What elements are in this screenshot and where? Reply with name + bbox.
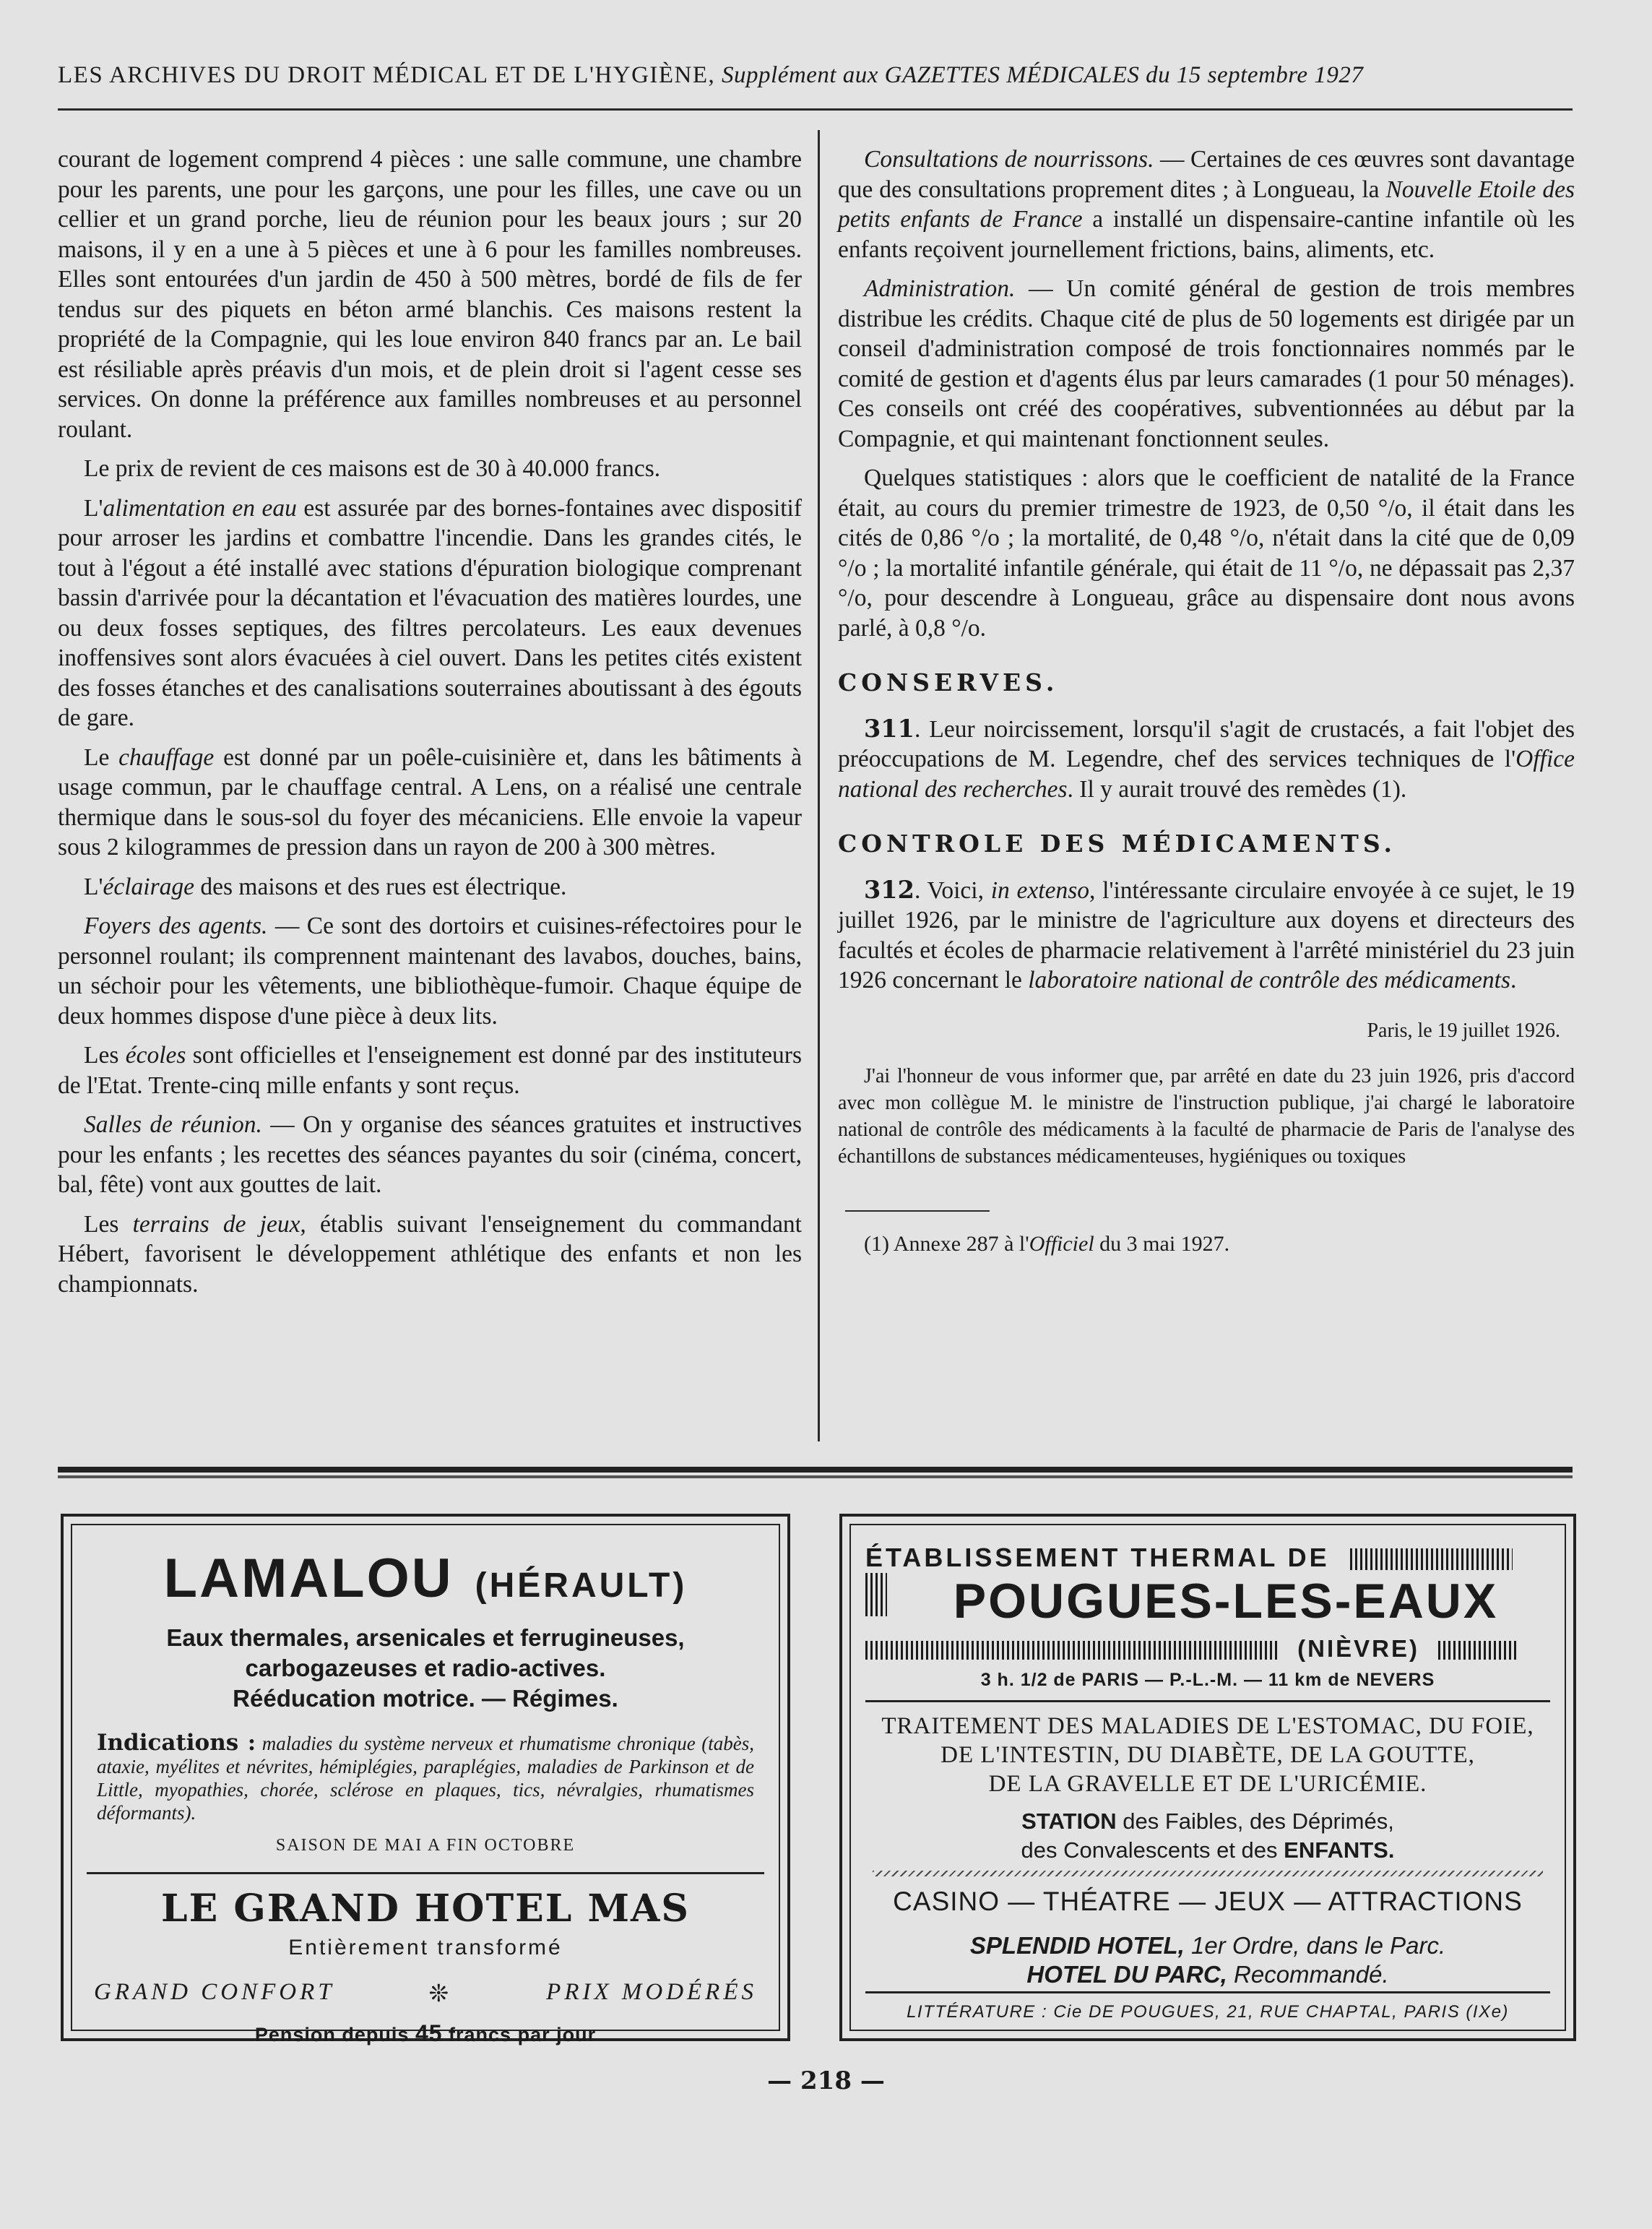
paragraph: Salles de réunion. — On y organise des séances gratuites et instructives pour les enfants ; les recettes des séances payantes du soir (cinéma, concert, bal, fête) vont aux gouttes de lait. xyxy=(58,1111,802,1198)
header-rule xyxy=(58,108,1573,111)
ad-lamalou-title: LAMALOU (HÉRAULT) xyxy=(163,1548,688,1609)
hatching-ornament xyxy=(1350,1548,1513,1570)
ad-pougues-name: POUGUES-LES-EAUX xyxy=(851,1573,1565,1629)
ad-pougues xyxy=(839,1514,1576,2041)
asterisk-ornament-icon: ❊ xyxy=(428,1981,453,2007)
journal-title: LES ARCHIVES DU DROIT MÉDICAL ET DE L'HYGIÈNE, xyxy=(58,62,716,88)
ad-frame xyxy=(849,1524,1566,2031)
paragraph: Foyers des agents. — Ce sont des dortoirs et cuisines-réfectoires pour le personnel roulant; ils comprennent maintenant des lavabos, douches, bains, un séchoir pour les vêtements, une bibliothèque-fumoir. Chaque équipe de deux hommes dispose d'une pièce à deux lits. xyxy=(58,913,802,1030)
ad-pougues-department: (NIÈVRE) xyxy=(865,1635,1550,1663)
column-rule xyxy=(818,130,820,1441)
article-number: 311 xyxy=(864,714,914,743)
section-heading-conserves: CONSERVES. xyxy=(838,668,1059,697)
ad-lamalou-comfort-row: GRAND CONFORT ❊ PRIX MODÉRÉS xyxy=(94,1979,757,2007)
footnote-rule xyxy=(845,1210,990,1212)
ad-divider xyxy=(865,1700,1550,1702)
paragraph: L'éclairage des maisons et des rues est électrique. xyxy=(84,873,567,900)
article-number: 312 xyxy=(864,875,914,904)
separator-band-thin xyxy=(58,1475,1573,1478)
ad-lamalou-description: Eaux thermales, arsenicales et ferrugineuses, carbogazeuses et radio-actives. Rééducation motrice. — Régimes. xyxy=(166,1624,685,1712)
ad-lamalou-season: SAISON DE MAI A FIN OCTOBRE xyxy=(275,1836,576,1855)
supplement-title: Supplément aux GAZETTES MÉDICALES du 15 septembre 1927 xyxy=(722,62,1364,88)
paragraph: L'alimentation en eau est assurée par des bornes-fontaines avec dispositif pour arroser les jardins et combattre l'incendie. Dans les grandes cités, le tout à l'égout a été installé avec stations d'épuration biologique comprenant bassin d'arrivée pour la décantation et l'évacuation des matières lourdes, une ou deux fosses septiques, des filtres percolateurs. Les eaux devenues inoffensives sont alors évacuées à ciel ouvert. Dans les petites cités existent des fosses étanches et des canalisations souterraines aboutissant à des égouts de gare. xyxy=(58,494,802,731)
ad-divider xyxy=(87,1872,764,1874)
footnote: (1) Annexe 287 à l'Officiel du 3 mai 1927. xyxy=(864,1231,1230,1256)
paragraph: Administration. — Un comité général de gestion de trois membres distribue les crédits. Chaque cité de plus de 50 logements est dirigée par un conseil d'administration composé de trois fonctionnaires nommés par le comité de gestion et d'agents élus par leurs camarades (1 pour 50 ménages). Ces conseils ont créé des coopératives, subventionnées au début par la Compagnie, et qui maintenant fonctionnent seules. xyxy=(838,275,1575,452)
ad-lamalou-indications: Indications : maladies du système nerveux et rhumatisme chronique (tabès, ataxie, myélites et névrites, hémiplégies, paraplégies, maladies de Parkinson et de Little, myopathies, chorée, sclérose en plaques, tics, névralgies, rhumatismes déformants). xyxy=(97,1730,755,1824)
ad-pougues-treatment: TRAITEMENT DES MALADIES DE L'ESTOMAC, DU FOIE, DE L'INTESTIN, DU DIABÈTE, DE LA GOUTTE, DE LA GRAVELLE ET DE L'URICÉMIE. xyxy=(881,1713,1534,1797)
paragraph: Le chauffage est donné par un poêle-cuisinière et, dans les bâtiments à usage commun, par le chauffage central. A Lens, on a réalisé une centrale thermique dans le sous-sol du foyer des mécaniciens. Elle envoie la vapeur sous 2 kilogrammes de pression dans un rayon de 200 à 300 mètres. xyxy=(58,743,802,861)
paragraph: Les terrains de jeux, établis suivant l'enseignement du commandant Hébert, favorisent le développement athlétique des enfants et non les championnats. xyxy=(58,1210,802,1298)
section-heading-medicaments: CONTROLE DES MÉDICAMENTS. xyxy=(838,829,1396,858)
circular-letter xyxy=(838,1017,1575,1170)
hatching-ornament xyxy=(1438,1641,1518,1660)
ad-pougues-hotels: SPLENDID HOTEL, 1er Ordre, dans le Parc. HOTEL DU PARC, Recommandé. xyxy=(969,1932,1446,1988)
letter-body: J'ai l'honneur de vous informer que, par arrêté en date du 23 juin 1926, pris d'accord avec mon collègue M. le ministre de l'instruction publique, j'ai chargé le laboratoire national de contrôle des médicaments à la faculté de pharmacie de Paris de l'analyse des échantillons de substances médicamenteuses, hygiéniques ou toxiques xyxy=(838,1064,1575,1168)
ad-pougues-distance: 3 h. 1/2 de PARIS — P.-L.-M. — 11 km de NEVERS xyxy=(980,1670,1435,1690)
right-column xyxy=(838,145,1575,1268)
paragraph: Les écoles sont officielles et l'enseignement est donné par des instituteurs de l'Etat. Trente-cinq mille enfants y sont reçus. xyxy=(58,1042,802,1099)
ad-frame xyxy=(71,1524,780,2046)
paragraph: 311. Leur noircissement, lorsqu'il s'agit de crustacés, a fait l'objet des préoccupations de M. Legendre, chef des services techniques de l'Office national des recherches. Il y aurait trouvé des remèdes (1). xyxy=(838,714,1575,803)
paragraph: Quelques statistiques : alors que le coefficient de natalité de la France était, au cours du premier trimestre de 1923, de 0,50 °/o, il était dans les cités de 0,86 °/o ; la mortalité, de 0,48 °/o, n'était dans la cité que de 0,09 °/o ; la mortalité infantile générale, qui était de 11 °/o, ne dépassait pas 2,37 °/o, pour descendre à Longueau, grâce au dispensaire dont nous avons parlé, à 0,8 °/o. xyxy=(838,465,1575,642)
paragraph: courant de logement comprend 4 pièces : une salle commune, une chambre pour les parents, une pour les garçons, une pour les filles, une cave ou un cellier et un grand porche, lieu de réunion pour les beaux jours ; sur 20 maisons, il y en a une à 5 pièces et une à 6 pour les familles nombreuses. Elles sont entourées d'un jardin de 450 à 500 mètres, bordé de fils de fer tendus sur des piquets en béton armé blanchis. Ces maisons restent la propriété de la Compagnie, qui les loue environ 840 francs par an. Le bail est résiliable après préavis d'un mois, et de plein droit si l'agent cesse ses services. On donne la préférence aux familles nombreuses et au personnel roulant. xyxy=(58,146,802,443)
letter-date: Paris, le 19 juillet 1926. xyxy=(1367,1019,1560,1042)
ad-lamalou-hotel: LE GRAND HOTEL MAS xyxy=(161,1887,690,1931)
ad-lamalou-transformed: Entièrement transformé xyxy=(288,1936,563,1959)
separator-band xyxy=(58,1467,1573,1473)
page-number: — 218 — xyxy=(767,2066,885,2095)
paragraph: Consultations de nourrissons. — Certaines de ces œuvres sont davantage que des consultations proprement dites ; à Longueau, la Nouvelle Etoile des petits enfants de France a installé un dispensaire-cantine infantile où les enfants reçoivent journellement frictions, bains, aliments, etc. xyxy=(838,146,1575,263)
ad-pougues-literature: LITTÉRATURE : Cie DE POUGUES, 21, RUE CHAPTAL, PARIS (IXe) xyxy=(907,2002,1509,2022)
paragraph: 312. Voici, in extenso, l'intéressante circulaire envoyée à ce sujet, le 19 juillet 1926, par le ministre de l'agriculture aux doyens et directeurs des facultés et écoles de pharmacie relativement à l'arrêté ministériel du 23 juin 1926 concernant le laboratoire national de contrôle des médicaments. xyxy=(838,875,1575,993)
ad-pougues-establishment: ÉTABLISSEMENT THERMAL DE xyxy=(865,1543,1550,1573)
ad-pougues-station: STATION des Faibles, des Déprimés, des Convalescents et des ENFANTS. xyxy=(1021,1808,1395,1863)
ad-lamalou xyxy=(61,1514,790,2046)
paragraph: Le prix de revient de ces maisons est de 30 à 40.000 francs. xyxy=(84,455,661,482)
hatching-ornament xyxy=(865,1641,1277,1660)
running-head xyxy=(58,62,1573,89)
ad-divider xyxy=(865,1991,1550,1993)
ad-lamalou-pension: Pension depuis 45 francs par jour xyxy=(254,2020,597,2046)
hatching-ornament xyxy=(865,1573,887,1616)
left-column xyxy=(58,145,802,1308)
ad-pougues-casino: CASINO — THÉATRE — JEUX — ATTRACTIONS xyxy=(893,1887,1523,1916)
wavy-divider xyxy=(873,1871,1543,1876)
